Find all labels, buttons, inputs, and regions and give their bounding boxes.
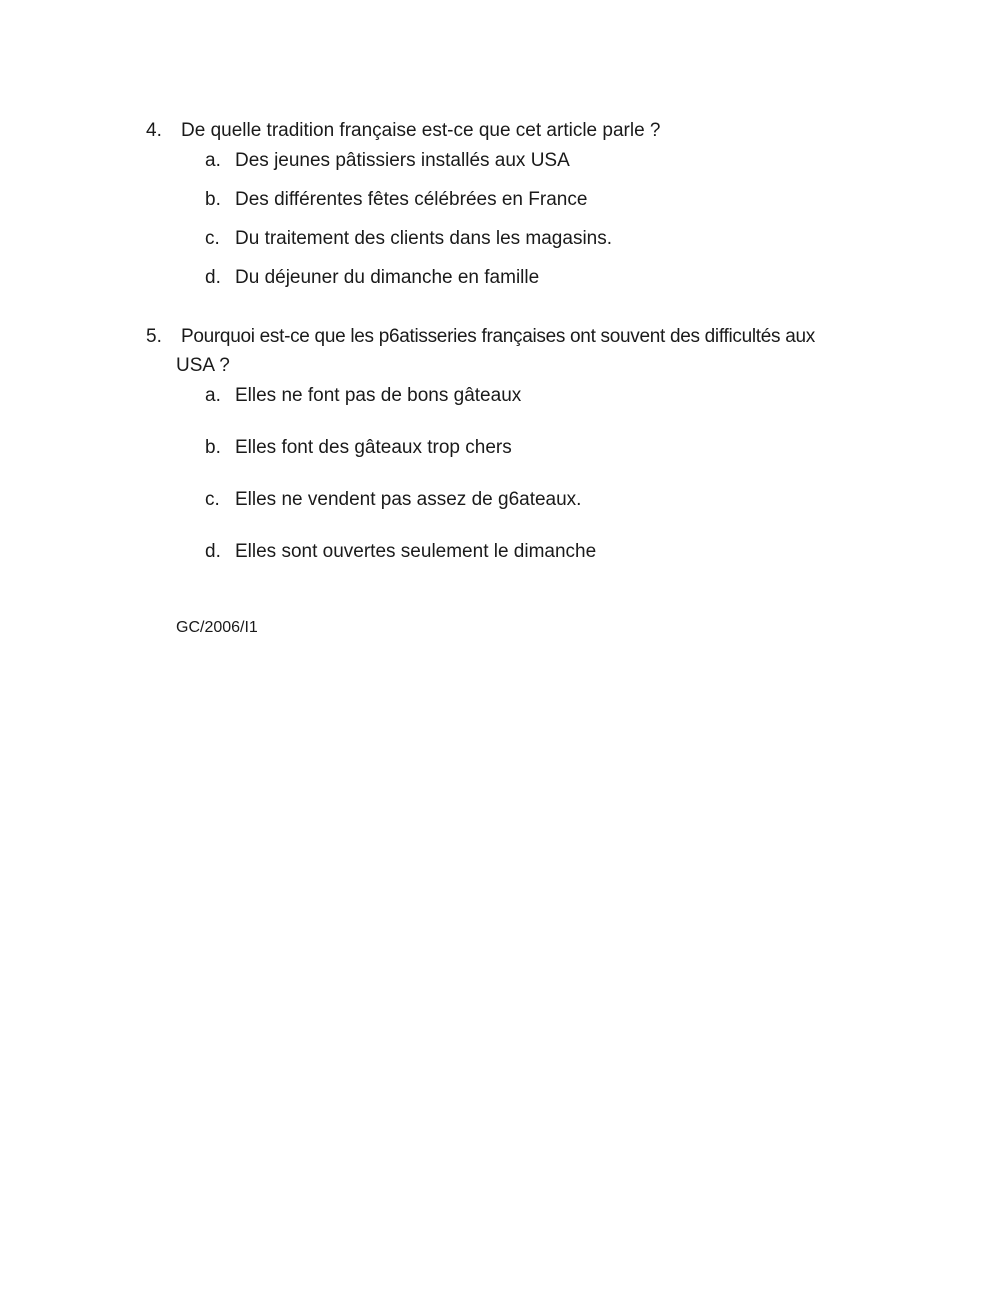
question-number: 5. (146, 326, 162, 347)
question-text: De quelle tradition française est-ce que cet article parle ? (181, 120, 661, 141)
option-text: Des différentes fêtes célébrées en France (235, 189, 588, 210)
option-text: Elles sont ouvertes seulement le dimanche (235, 541, 597, 562)
option-text: Elles font des gâteaux trop chers (235, 437, 512, 458)
footer-code: GC/2006/I1 (176, 619, 258, 636)
option-text: Elles ne vendent pas assez de g6ateaux. (235, 489, 582, 510)
option-letter: a. (205, 150, 221, 171)
option-letter: b. (205, 189, 221, 210)
option-text: Du déjeuner du dimanche en famille (235, 267, 540, 288)
question-5-line-2: USA ? (176, 355, 230, 376)
question-text: Pourquoi est-ce que les p6atisseries françaises ont souvent des difficultés aux (181, 326, 815, 347)
option-letter: d. (205, 267, 221, 288)
option-letter: d. (205, 541, 221, 562)
question-number: 4. (146, 120, 162, 141)
option-text: Des jeunes pâtissiers installés aux USA (235, 150, 570, 171)
option-letter: b. (205, 437, 221, 458)
option-letter: c. (205, 228, 220, 249)
option-letter: c. (205, 489, 220, 510)
option-text: Elles ne font pas de bons gâteaux (235, 385, 522, 406)
option-letter: a. (205, 385, 221, 406)
option-text: Du traitement des clients dans les magasins. (235, 228, 613, 249)
